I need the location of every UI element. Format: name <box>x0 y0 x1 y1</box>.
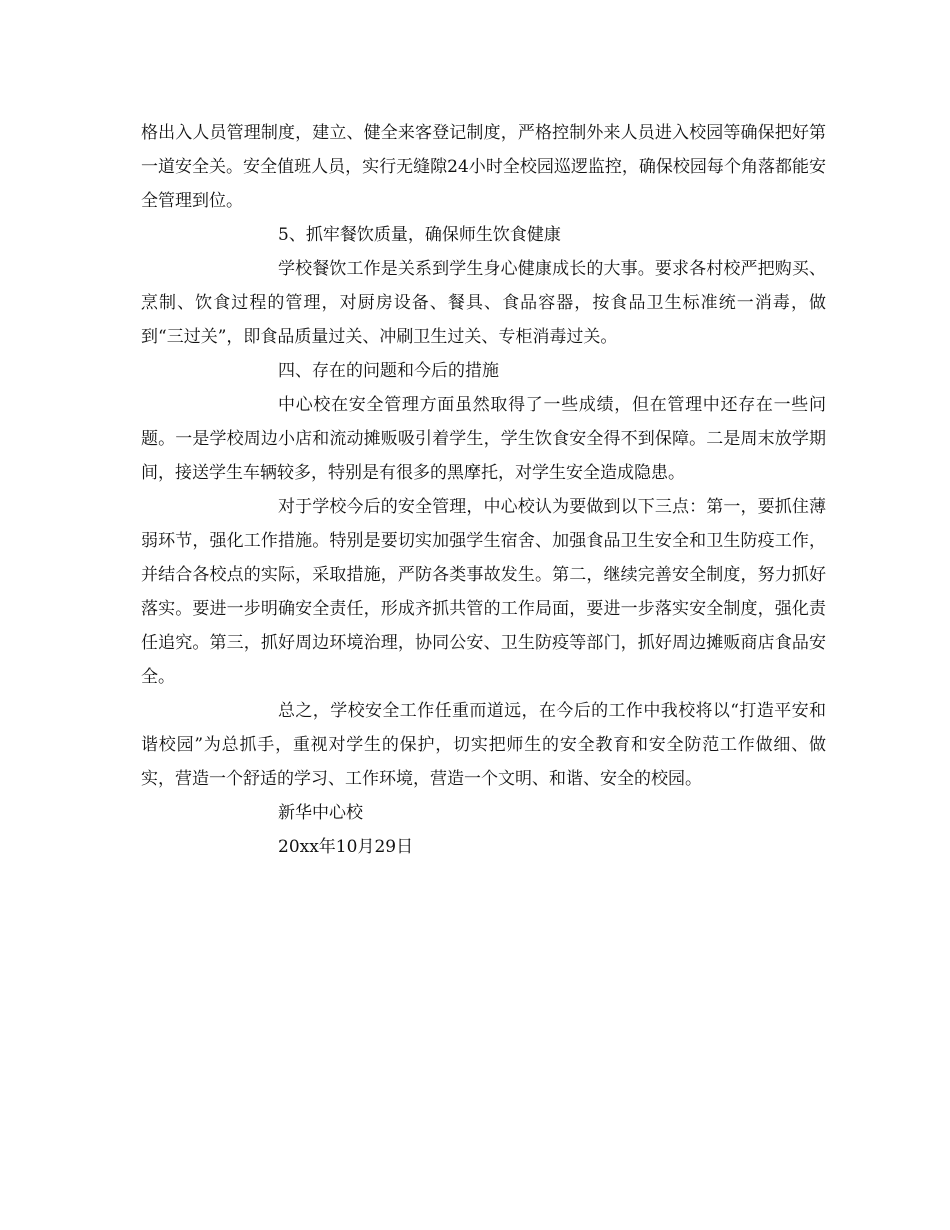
signature-date: 20xx年10月29日 <box>278 837 414 857</box>
section-heading-catering: 5、抓牢餐饮质量，确保师生饮食健康 <box>278 225 561 245</box>
paragraph-measures: 对于学校今后的安全管理，中心校认为要做到以下三点：第一，要抓住薄弱环节，强化工作措施。特别是要切实加强学生宿舍、加强食品卫生安全和卫生防疫工作，并结合各校点的实际，采取措施，严防各类事故发生。第二，继续完善安全制度，努力抓好落实。要进一步明确安全责任，形成齐抓共管的工作局面，要进一步落实安全制度，强化责任追究。第三，抓好周边环境治理，协同公安、卫生防疫等部门，抓好周边摊贩商店食品安全。 <box>141 497 826 687</box>
signature-school-name: 新华中心校 <box>278 803 363 823</box>
paragraph-conclusion: 总之，学校安全工作任重而道远，在今后的工作中我校将以“打造平安和谐校园”为总抓手，重视对学生的保护，切实把师生的安全教育和安全防范工作做细、做实，营造一个舒适的学习、工作环境，营造一个文明、和谐、安全的校园。 <box>141 701 826 789</box>
section-heading-problems: 四、存在的问题和今后的措施 <box>278 361 499 381</box>
document-body <box>141 116 826 864</box>
paragraph-entry-management: 格出入人员管理制度，建立、健全来客登记制度，严格控制外来人员进入校园等确保把好第一道安全关。安全值班人员，实行无缝隙24小时全校园巡逻监控，确保校园每个角落都能安全管理到位。 <box>141 123 826 211</box>
paragraph-problems: 中心校在安全管理方面虽然取得了一些成绩，但在管理中还存在一些问题。一是学校周边小店和流动摊贩吸引着学生，学生饮食安全得不到保障。二是周末放学期间，接送学生车辆较多，特别是有很多的黑摩托，对学生安全造成隐患。 <box>141 395 826 483</box>
paragraph-catering: 学校餐饮工作是关系到学生身心健康成长的大事。要求各村校严把购买、烹制、饮食过程的管理，对厨房设备、餐具、食品容器，按食品卫生标准统一消毒，做到“三过关”，即食品质量过关、冲刷卫生过关、专柜消毒过关。 <box>141 259 826 347</box>
